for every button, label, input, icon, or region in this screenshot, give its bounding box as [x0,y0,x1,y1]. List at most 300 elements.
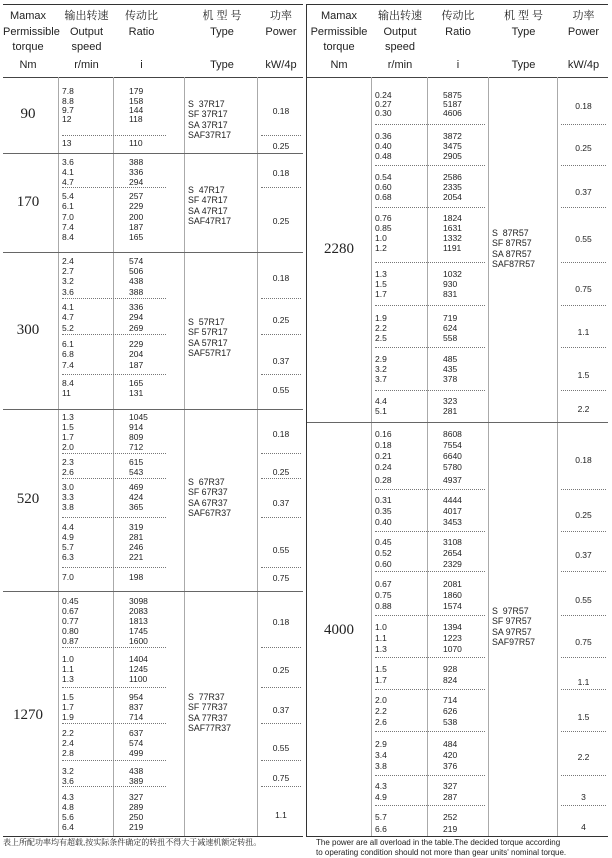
model-type: SAF77R37 [188,722,232,733]
ratio-value: 294 [129,177,144,187]
torque-value: 300 [16,321,40,338]
ratio-value: 221 [129,552,144,562]
speed-value: 3.2 [375,364,387,374]
model-type: SA 37R17 [188,119,228,130]
subgroup-divider [261,687,301,688]
power-value: 1.1 [275,810,287,820]
speed-value: 6.4 [62,822,74,832]
speed-value: 5.7 [62,542,74,552]
subgroup-divider [261,723,301,724]
ratio-value: 2329 [443,559,462,569]
subgroup-divider [375,489,485,490]
ratio-value: 388 [129,157,144,167]
ratio-value: 8608 [443,429,462,439]
ratio-value: 144 [129,105,144,115]
ratio-value: 4606 [443,108,462,118]
ratio-value: 1394 [443,622,462,632]
subgroup-divider [561,124,606,125]
ratio-value: 824 [443,675,458,685]
ratio-value: 1404 [129,654,148,664]
group-divider [3,409,303,410]
ratio-value: 484 [443,739,458,749]
speed-value: 1.5 [62,422,74,432]
speed-value: 0.30 [375,108,392,118]
speed-value: 3.8 [62,502,74,512]
ratio-value: 2905 [443,151,462,161]
speed-value: 0.48 [375,151,392,161]
left-table [3,4,303,837]
speed-value: 0.28 [375,475,392,485]
header-cell: 传动比 [125,10,158,22]
model-type: SA 47R17 [188,205,228,216]
footer-note-en-line2: to operating condition should not more than gear units' nominal torque. [316,848,567,857]
ratio-value: 485 [443,354,458,364]
subgroup-divider [62,786,166,787]
header-cell: Mamax [320,10,358,22]
header-row [3,25,303,40]
model-type: SF 77R37 [188,702,228,713]
power-value: 0.37 [272,356,290,366]
speed-value: 8.8 [62,96,74,106]
speed-value: 4.9 [375,792,387,802]
ratio-value: 269 [129,323,144,333]
column-divider [184,77,185,836]
power-value: 0.37 [272,498,290,508]
speed-value: 2.0 [62,442,74,452]
speed-value: 7.4 [62,360,74,370]
ratio-value: 1813 [129,616,148,626]
column-divider [427,77,428,836]
ratio-value: 365 [129,502,144,512]
speed-value: 0.27 [375,99,392,109]
column-divider [257,77,258,836]
power-value: 0.18 [575,455,592,465]
header-row [3,40,303,55]
subgroup-divider [375,615,485,616]
footer-note-cn: 表上所配功率均有超载,按实际条件确定的转扭不得大于减速机额定转扭。 [3,838,262,847]
subgroup-divider [375,731,485,732]
power-value: 0.75 [575,284,592,294]
ratio-value: 424 [129,492,144,502]
ratio-value: 376 [443,761,458,771]
speed-value: 1.2 [375,243,387,253]
model-type: S 37R17 [188,99,225,109]
header-cell: 功率 [572,10,595,22]
power-value: 1.1 [577,677,590,687]
ratio-value: 5780 [443,462,462,472]
model-type: SA 67R37 [188,497,228,508]
torque-value: 1270 [13,706,43,723]
subgroup-divider [375,775,485,776]
subgroup-divider [261,517,301,518]
speed-value: 1.7 [62,702,74,712]
speed-value: 0.16 [375,429,392,439]
subgroup-divider [561,531,606,532]
ratio-value: 499 [129,748,144,758]
header-cell: Ratio [128,26,155,38]
power-value: 0.18 [272,273,290,283]
ratio-value: 327 [129,792,144,802]
speed-value: 0.67 [62,606,79,616]
subgroup-divider [561,731,606,732]
subgroup-divider [261,135,301,136]
speed-value: 0.54 [375,172,392,182]
ratio-value: 389 [129,776,144,786]
ratio-value: 1745 [129,626,148,636]
ratio-value: 469 [129,482,144,492]
ratio-value: 336 [129,167,144,177]
ratio-value: 615 [129,457,144,467]
ratio-value: 165 [129,232,144,242]
ratio-value: 506 [129,266,144,276]
speed-value: 2.8 [62,748,74,758]
speed-value: 1.0 [62,654,74,664]
speed-value: 13 [62,138,72,148]
model-type: SF 67R37 [188,487,228,498]
speed-value: 9.7 [62,105,74,115]
header-cell: Power [265,26,297,38]
ratio-value: 378 [443,374,458,384]
ratio-value: 281 [129,532,144,542]
header-cell: torque [323,41,355,53]
speed-value: 4.7 [62,312,74,322]
model-type: SF 87R57 [492,238,532,249]
speed-value: 1.1 [375,633,387,643]
model-type: SAF87R57 [492,258,536,269]
subgroup-divider [62,187,166,188]
speed-value: 2.4 [62,256,74,266]
speed-value: 5.1 [375,406,387,416]
subgroup-divider [375,305,485,306]
ratio-value: 2081 [443,579,462,589]
subgroup-divider [62,334,166,335]
ratio-value: 626 [443,706,458,716]
subgroup-divider [375,531,485,532]
speed-value: 0.68 [375,192,392,202]
speed-value: 1.9 [62,712,74,722]
ratio-value: 4937 [443,475,462,485]
speed-value: 2.5 [375,333,387,343]
subgroup-divider [261,334,301,335]
speed-value: 2.4 [62,738,74,748]
speed-value: 1.3 [375,644,387,654]
torque-value: 90 [20,106,36,122]
power-value: 0.55 [575,595,592,605]
ratio-value: 287 [443,792,458,802]
subgroup-divider [375,165,485,166]
model-type: SA 97R57 [492,626,532,637]
subgroup-divider [375,124,485,125]
subgroup-divider [561,489,606,490]
speed-value: 1.3 [62,412,74,422]
power-value: 0.18 [272,106,290,116]
speed-value: 7.4 [62,222,74,232]
power-value: 0.55 [575,234,592,244]
ratio-value: 712 [129,442,144,452]
speed-value: 5.6 [62,812,74,822]
header-cell: kW/4p [265,59,297,71]
table-header [307,5,608,78]
speed-value: 0.75 [375,590,392,600]
speed-value: 0.80 [62,626,79,636]
model-type: S 97R57 [492,606,529,616]
subgroup-divider [62,723,166,724]
speed-value: 1.7 [375,289,387,299]
power-value: 0.25 [272,141,290,151]
ratio-value: 252 [443,812,458,822]
ratio-value: 257 [129,191,144,201]
speed-value: 0.60 [375,559,392,569]
subgroup-divider [375,805,485,806]
ratio-value: 1574 [443,601,462,611]
header-cell: Output [383,26,417,38]
speed-value: 0.45 [375,537,392,547]
speed-value: 2.9 [375,739,387,749]
model-type: S 47R17 [188,185,225,195]
subgroup-divider [561,262,606,263]
speed-value: 1.3 [62,674,74,684]
speed-value: 0.36 [375,131,392,141]
speed-value: 3.7 [375,374,387,384]
subgroup-divider [561,207,606,208]
subgroup-divider [261,298,301,299]
power-value: 1.1 [577,327,590,337]
ratio-value: 1860 [443,590,462,600]
speed-value: 2.2 [375,323,387,333]
subgroup-divider [561,657,606,658]
table-header [3,5,303,78]
header-cell: Output [69,26,104,38]
ratio-value: 954 [129,692,144,702]
speed-value: 0.18 [375,440,392,450]
speed-value: 2.6 [62,467,74,477]
speed-value: 0.88 [375,601,392,611]
subgroup-divider [62,687,166,688]
ratio-value: 388 [129,287,144,297]
speed-value: 5.7 [375,812,387,822]
header-cell: Ratio [445,26,471,38]
ratio-value: 1032 [443,269,462,279]
speed-value: 1.9 [375,313,387,323]
power-value: 2.2 [577,752,590,762]
ratio-value: 928 [443,664,458,674]
subgroup-divider [561,689,606,690]
column-divider [371,77,372,836]
speed-value: 3.3 [62,492,74,502]
speed-value: 2.2 [375,706,387,716]
subgroup-divider [62,453,166,454]
header-cell: i [140,59,143,71]
subgroup-divider [375,657,485,658]
ratio-value: 543 [129,467,144,477]
header-cell: Permissible [3,26,60,38]
speed-value: 0.35 [375,506,392,516]
header-cell: 传动比 [441,10,475,22]
header-cell: r/min [74,59,99,71]
speed-value: 4.8 [62,802,74,812]
speed-value: 3.6 [62,287,74,297]
ratio-value: 714 [443,695,458,705]
speed-value: 1.3 [375,269,387,279]
power-value: 0.55 [272,545,290,555]
header-cell: 机 型 号 [202,10,242,22]
power-value: 0.75 [575,637,592,647]
model-type: S 87R57 [492,228,529,238]
power-value: 2.2 [577,404,590,414]
subgroup-divider [62,567,166,568]
speed-value: 0.77 [62,616,79,626]
ratio-value: 5875 [443,90,462,100]
ratio-value: 809 [129,432,144,442]
speed-value: 0.45 [62,596,79,606]
ratio-value: 719 [443,313,458,323]
subgroup-divider [261,187,301,188]
ratio-value: 204 [129,349,144,359]
speed-value: 7.0 [62,212,74,222]
ratio-value: 179 [129,86,144,96]
ratio-value: 837 [129,702,144,712]
ratio-value: 289 [129,802,144,812]
subgroup-divider [561,805,606,806]
subgroup-divider [375,390,485,391]
power-value: 3 [581,792,586,802]
ratio-value: 2654 [443,548,462,558]
group-divider [3,153,303,154]
ratio-value: 538 [443,717,458,727]
header-row [307,25,608,40]
header-cell: r/min [387,59,413,71]
ratio-value: 435 [443,364,458,374]
power-value: 4 [581,822,586,832]
subgroup-divider [375,207,485,208]
power-value: 0.75 [272,573,290,583]
speed-value: 5.2 [62,323,74,333]
power-value: 0.18 [272,617,290,627]
ratio-value: 219 [129,822,144,832]
subgroup-divider [375,571,485,572]
group-divider [3,591,303,592]
power-value: 0.18 [272,429,290,439]
ratio-value: 7554 [443,440,462,450]
subgroup-divider [561,165,606,166]
header-cell: kW/4p [567,59,600,71]
ratio-value: 3108 [443,537,462,547]
header-cell: Type [511,59,536,71]
speed-value: 2.2 [62,728,74,738]
ratio-value: 336 [129,302,144,312]
ratio-value: 3098 [129,596,148,606]
speed-value: 6.6 [375,824,387,834]
header-cell: 功率 [270,10,292,22]
model-type: SF 47R17 [188,195,228,206]
speed-value: 3.2 [62,766,74,776]
ratio-value: 558 [443,333,458,343]
speed-value: 0.40 [375,141,392,151]
ratio-value: 1824 [443,213,462,223]
power-value: 0.18 [575,101,592,111]
subgroup-divider [375,262,485,263]
header-cell: Type [511,26,536,38]
speed-value: 12 [62,114,72,124]
ratio-value: 1223 [443,633,462,643]
ratio-value: 714 [129,712,144,722]
header-cell: Permissible [310,26,368,38]
ratio-value: 198 [129,572,144,582]
header-cell: i [456,59,460,71]
speed-value: 0.21 [375,451,392,461]
speed-value: 4.4 [62,522,74,532]
subgroup-divider [561,305,606,306]
ratio-value: 1332 [443,233,462,243]
model-type: SF 97R57 [492,616,532,627]
speed-value: 8.4 [62,378,74,388]
ratio-value: 250 [129,812,144,822]
speed-value: 2.7 [62,266,74,276]
speed-value: 4.7 [62,177,74,187]
model-type: S 67R37 [188,477,225,487]
subgroup-divider [561,775,606,776]
ratio-value: 200 [129,212,144,222]
header-cell: Power [567,26,600,38]
subgroup-divider [261,374,301,375]
ratio-value: 187 [129,360,144,370]
power-value: 0.25 [272,315,290,325]
power-value: 1.5 [577,370,590,380]
ratio-value: 637 [129,728,144,738]
ratio-value: 3453 [443,517,462,527]
speed-value: 0.85 [375,223,392,233]
header-cell: torque [12,41,44,53]
power-value: 0.25 [272,467,290,477]
ratio-value: 831 [443,289,458,299]
column-divider [488,77,489,836]
ratio-value: 624 [443,323,458,333]
power-value: 0.37 [575,550,592,560]
header-cell: 输出转速 [64,10,109,22]
power-value: 0.18 [272,168,290,178]
subgroup-divider [375,347,485,348]
speed-value: 0.76 [375,213,392,223]
header-cell: Nm [330,59,348,71]
header-cell: Mamax [9,10,47,22]
speed-value: 6.3 [62,552,74,562]
speed-value: 1.1 [62,664,74,674]
speed-value: 1.5 [62,692,74,702]
power-value: 0.75 [272,773,290,783]
ratio-value: 420 [443,750,458,760]
header-row [307,9,608,24]
subgroup-divider [375,689,485,690]
subgroup-divider [62,760,166,761]
right-table [306,4,608,837]
header-cell: speed [71,41,102,53]
model-type: SF 57R17 [188,327,228,338]
subgroup-divider [261,567,301,568]
ratio-value: 246 [129,542,144,552]
ratio-value: 3872 [443,131,462,141]
speed-value: 3.4 [375,750,387,760]
speed-value: 6.1 [62,339,74,349]
ratio-value: 229 [129,201,144,211]
ratio-value: 219 [443,824,458,834]
subgroup-divider [261,453,301,454]
model-type: SF 37R17 [188,109,228,120]
ratio-value: 438 [129,766,144,776]
speed-value: 1.7 [62,432,74,442]
power-value: 0.25 [575,143,592,153]
torque-value: 520 [16,491,40,507]
speed-value: 0.24 [375,462,392,472]
